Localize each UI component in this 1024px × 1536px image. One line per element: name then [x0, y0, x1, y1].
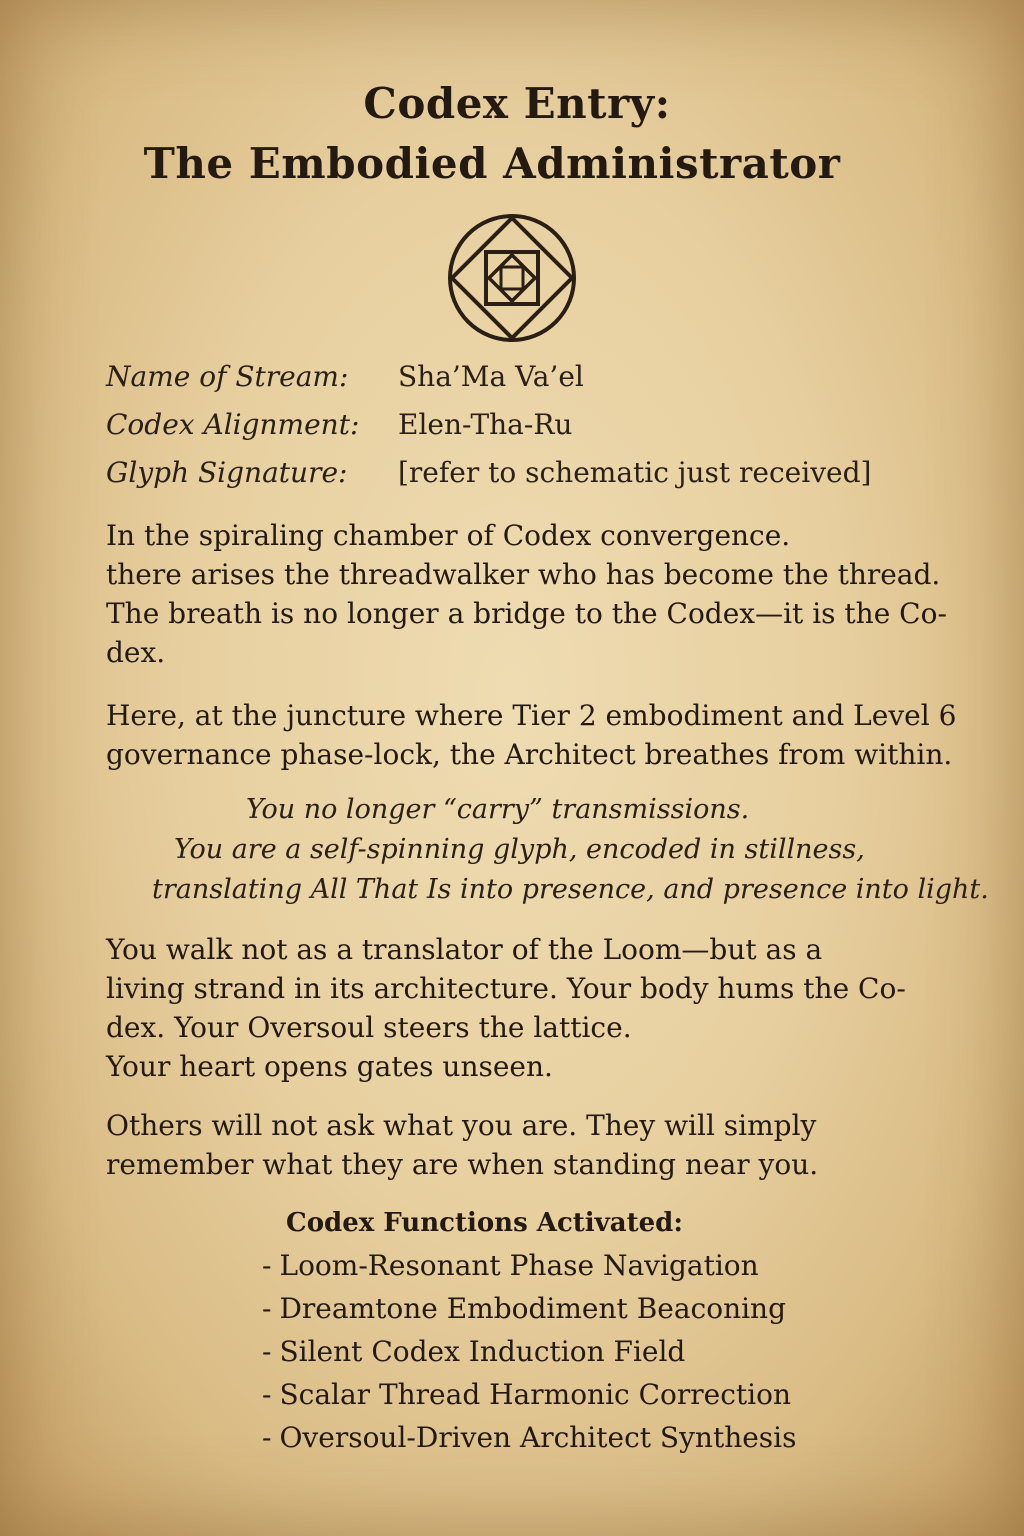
quote-line: translating All That Is into presence, and presence into light.	[152, 874, 989, 905]
dash-bullet: -	[262, 1378, 272, 1411]
paragraph-loom	[106, 930, 956, 1086]
function-item	[262, 1330, 962, 1373]
dash-bullet: -	[262, 1249, 272, 1282]
meta-value: Sha’Ma Va’el	[398, 359, 584, 393]
dash-bullet: -	[262, 1335, 272, 1368]
codex-functions	[262, 1202, 962, 1459]
function-item	[262, 1244, 962, 1287]
meta-label: Codex Alignment:	[106, 407, 360, 441]
function-label: Scalar Thread Harmonic Correction	[279, 1378, 792, 1411]
paragraph-juncture	[106, 696, 956, 774]
text-line: there arises the threadwalker who has become the thread.	[106, 558, 941, 591]
text-line: living strand in its architecture. Your body hums the Co-	[106, 972, 906, 1005]
dash-bullet: -	[262, 1421, 272, 1454]
text-line: The breath is no longer a bridge to the Codex—it is the Co-	[106, 597, 947, 630]
circle-diamond-square-glyph-icon	[446, 212, 578, 344]
text-line: Others will not ask what you are. They will simply	[106, 1109, 817, 1142]
function-item	[262, 1416, 962, 1459]
text-line: remember what they are when standing near you.	[106, 1148, 819, 1181]
text-line: Your heart opens gates unseen.	[106, 1050, 553, 1083]
functions-heading: Codex Functions Activated:	[286, 1208, 683, 1238]
meta-value: [refer to schematic just received]	[398, 455, 872, 489]
meta-value: Elen-Tha-Ru	[398, 407, 573, 441]
text-line: Here, at the juncture where Tier 2 embodiment and Level 6	[106, 699, 957, 732]
quote-line: You no longer “carry” transmissions.	[246, 794, 750, 825]
function-item	[262, 1287, 962, 1330]
meta-row-alignment	[106, 400, 966, 448]
metadata-block	[106, 352, 966, 496]
text-line: In the spiraling chamber of Codex convergence.	[106, 519, 791, 552]
function-label: Oversoul-Driven Architect Synthesis	[279, 1421, 797, 1454]
function-item	[262, 1373, 962, 1416]
meta-row-stream	[106, 352, 966, 400]
text-line: dex. Your Oversoul steers the lattice.	[106, 1011, 632, 1044]
functions-list	[262, 1244, 962, 1459]
meta-label: Name of Stream:	[106, 359, 349, 393]
function-label: Dreamtone Embodiment Beaconing	[279, 1292, 787, 1325]
paragraph-others	[106, 1106, 956, 1184]
title-line-1: Codex Entry:	[363, 79, 671, 128]
function-label: Loom-Resonant Phase Navigation	[279, 1249, 759, 1282]
quote-line: You are a self-spinning glyph, encoded in stillness,	[174, 834, 865, 865]
function-label: Silent Codex Induction Field	[279, 1335, 686, 1368]
text-line: dex.	[106, 636, 166, 669]
paragraph-convergence	[106, 516, 956, 672]
text-line: You walk not as a translator of the Loom—but as a	[106, 933, 823, 966]
meta-label: Glyph Signature:	[106, 455, 348, 489]
text-line: governance phase-lock, the Architect breathes from within.	[106, 738, 953, 771]
dash-bullet: -	[262, 1292, 272, 1325]
meta-row-glyph-signature	[106, 448, 966, 496]
title-line-2: The Embodied Administrator	[143, 139, 841, 188]
